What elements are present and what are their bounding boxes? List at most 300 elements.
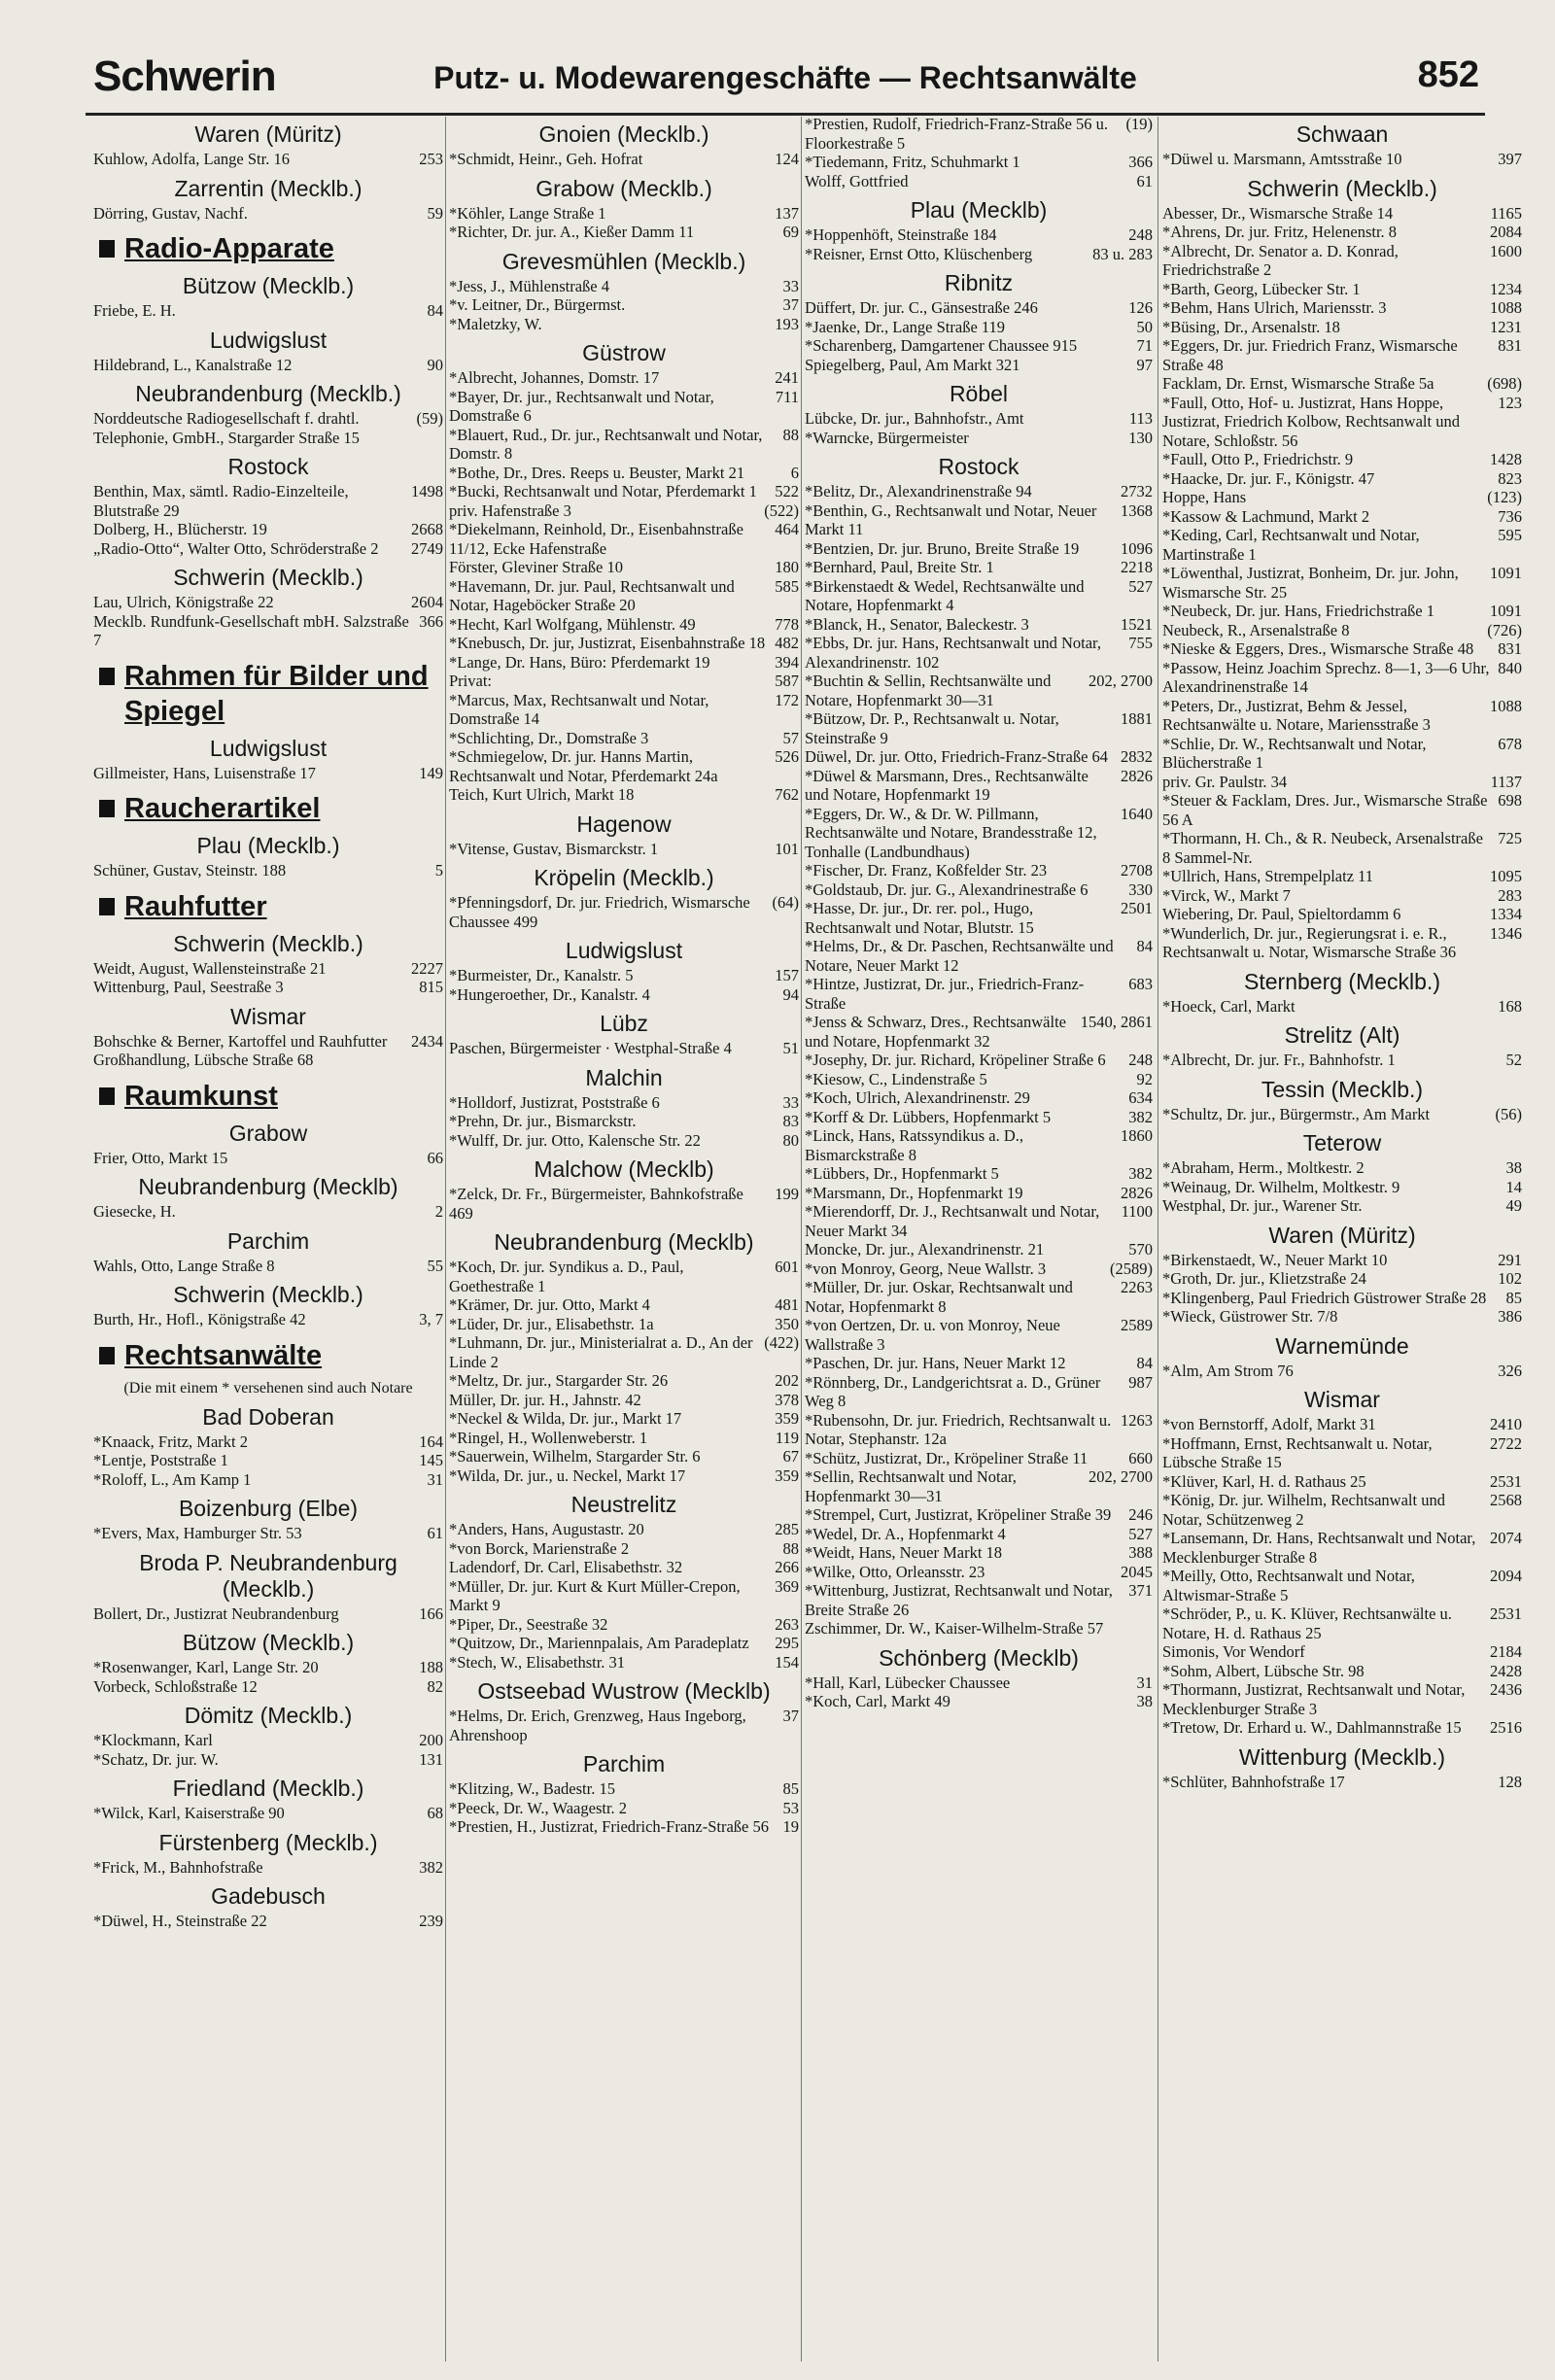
- directory-entry: [805, 1278, 1153, 1316]
- entry-phone-number: 1540, 2861: [1080, 1013, 1153, 1031]
- entry-phone-number: 388: [1128, 1543, 1153, 1562]
- directory-entry: [805, 1070, 1153, 1089]
- directory-entry: [1162, 735, 1522, 773]
- entry-name: *Müller, Dr. jur. Kurt & Kurt Müller-Crepon, Markt 9: [449, 1576, 741, 1614]
- entry-name: Lübcke, Dr. jur., Bahnhofstr., Amt: [805, 409, 1024, 428]
- directory-entry: [449, 1429, 799, 1448]
- entry-name: *Faull, Otto, Hof- u. Justizrat, Hans Hoppe, Justizrat, Friedrich Kolbow, Rechtsanwalt und Notare, Schloßstr. 56: [1162, 393, 1460, 450]
- entry-phone-number: 1334: [1490, 905, 1522, 923]
- directory-entry: [805, 501, 1153, 539]
- entry-name: Privat:: [449, 672, 492, 690]
- entry-phone-number: 2749: [411, 538, 443, 558]
- entry-phone-number: 1100: [1121, 1202, 1153, 1221]
- entry-phone-number: 202, 2700: [1088, 672, 1153, 690]
- entry-name: *Rönnberg, Dr., Landgerichtsrat a. D., Grüner Weg 8: [805, 1372, 1101, 1410]
- city-heading: Rostock: [938, 454, 1019, 479]
- entry-phone-number: 2826: [1121, 1183, 1153, 1202]
- city-heading: Zarrentin (Mecklb.): [174, 175, 363, 201]
- directory-entry: [805, 861, 1153, 880]
- category-square-icon: [99, 1347, 115, 1364]
- entry-phone-number: 71: [1136, 336, 1153, 355]
- entry-phone-number: 1600: [1490, 241, 1522, 260]
- entry-phone-number: 123: [1498, 393, 1522, 412]
- directory-entry: [93, 1604, 443, 1624]
- category-heading: [93, 231, 443, 266]
- category-square-icon: [99, 898, 115, 915]
- entry-phone-number: 386: [1498, 1307, 1522, 1326]
- category-label: Rechtsanwälte: [124, 1339, 323, 1371]
- city-heading: Kröpelin (Mecklb.): [534, 865, 714, 890]
- directory-column-1: [93, 115, 443, 2367]
- entry-phone-number: 67: [782, 1447, 799, 1466]
- entry-phone-number: 266: [775, 1558, 799, 1576]
- directory-entry: [449, 1615, 799, 1635]
- entry-phone-number: 200: [419, 1731, 443, 1749]
- entry-name: *Schlüter, Bahnhofstraße 17: [1162, 1772, 1345, 1791]
- entry-phone-number: 683: [1128, 975, 1153, 993]
- entry-name: *Hintze, Justizrat, Dr. jur., Friedrich-Franz-Straße: [805, 975, 1085, 1013]
- city-heading: Strelitz (Alt): [1284, 1022, 1400, 1048]
- entry-name: *Buchtin & Sellin, Rechtsanwälte und Notare, Hopfenmarkt 30—31: [805, 672, 1052, 709]
- city-heading: Schwerin (Mecklb.): [1247, 175, 1437, 201]
- directory-entry: [1162, 394, 1522, 451]
- entry-phone-number: 84: [1136, 1354, 1153, 1372]
- city-heading: Parchim: [226, 1227, 310, 1254]
- entry-name: *Faull, Otto P., Friedrichstr. 9: [1162, 450, 1354, 468]
- directory-entry: [93, 861, 443, 880]
- entry-name: Weidt, August, Wallensteinstraße 21: [93, 958, 327, 978]
- directory-column-2: [449, 115, 799, 2367]
- entry-phone-number: 378: [775, 1390, 799, 1409]
- entry-phone-number: 239: [419, 1912, 443, 1930]
- entry-phone-number: 823: [1498, 468, 1522, 488]
- entry-phone-number: 51: [782, 1039, 799, 1057]
- entry-name: priv. Gr. Paulstr. 34: [1162, 772, 1288, 791]
- city-heading: Wittenburg (Mecklb.): [1238, 1743, 1446, 1770]
- city-heading: Güstrow: [582, 340, 666, 365]
- entry-name: Wiebering, Dr. Paul, Spieltordamm 6: [1162, 905, 1401, 923]
- entry-phone-number: 2531: [1490, 1471, 1522, 1491]
- entry-phone-number: 815: [419, 978, 443, 996]
- directory-entry: [805, 1259, 1153, 1279]
- entry-name: Ladendorf, Dr. Carl, Elisabethstr. 32: [449, 1558, 683, 1576]
- directory-entry: [1162, 374, 1522, 394]
- directory-entry: [805, 615, 1153, 635]
- entry-phone-number: 128: [1498, 1772, 1522, 1791]
- entry-name: *Prestien, H., Justizrat, Friedrich-Franz-Straße 56: [449, 1817, 770, 1836]
- directory-entry: [93, 1858, 443, 1878]
- entry-phone-number: 33: [782, 1092, 799, 1112]
- entry-name: *Peeck, Dr. W., Waagestr. 2: [449, 1798, 628, 1817]
- entry-name: *Haacke, Dr. jur. F., Königstr. 47: [1162, 468, 1375, 488]
- entry-name: *Holldorf, Justizrat, Poststraße 6: [449, 1092, 660, 1112]
- running-head-title: Putz- u. Modewarengeschäfte — Rechtsanwälte: [433, 60, 1137, 95]
- entry-phone-number: 2410: [1490, 1415, 1522, 1433]
- entry-name: *Hoffmann, Ernst, Rechtsanwalt u. Notar, Lübsche Straße 15: [1162, 1433, 1433, 1471]
- directory-entry: [449, 1779, 799, 1799]
- entry-phone-number: 711: [775, 387, 799, 406]
- directory-entry: [805, 115, 1153, 153]
- entry-phone-number: 5: [434, 861, 443, 880]
- directory-entry: [93, 1032, 443, 1070]
- directory-entry: [449, 1447, 799, 1466]
- city-heading: Schwerin (Mecklb.): [173, 1282, 363, 1307]
- category-label: Raumkunst: [124, 1080, 278, 1112]
- directory-entry: [1162, 1178, 1522, 1197]
- directory-entry: [93, 482, 443, 520]
- entry-phone-number: 595: [1498, 526, 1522, 544]
- directory-entry: [449, 966, 799, 985]
- entry-phone-number: 291: [1498, 1250, 1522, 1269]
- entry-phone-number: 2531: [1490, 1604, 1522, 1623]
- entry-phone-number: 53: [782, 1798, 799, 1817]
- entry-phone-number: 83: [782, 1112, 799, 1130]
- entry-name: *Scharenberg, Damgartener Chaussee 915: [805, 336, 1078, 355]
- entry-name: *Hoppenhöft, Steinstraße 184: [805, 225, 997, 244]
- directory-entry: [805, 336, 1153, 356]
- entry-phone-number: 246: [1128, 1505, 1153, 1524]
- directory-entry: [1162, 280, 1522, 299]
- entry-phone-number: 678: [1498, 734, 1522, 753]
- directory-entry: [449, 747, 799, 785]
- directory-entry: [1162, 1529, 1522, 1567]
- entry-phone-number: 2732: [1121, 482, 1153, 500]
- entry-name: *Hecht, Karl Wolfgang, Mühlenstr. 49: [449, 614, 696, 634]
- entry-name: Hoppe, Hans: [1162, 488, 1247, 506]
- directory-entry: [805, 1449, 1153, 1468]
- entry-name: *Wilck, Karl, Kaiserstraße 90: [93, 1804, 285, 1822]
- entry-phone-number: (422): [764, 1333, 799, 1352]
- entry-phone-number: 188: [419, 1658, 443, 1676]
- directory-entry: [93, 1524, 443, 1543]
- entry-phone-number: 59: [427, 203, 443, 223]
- city-heading: Ludwigslust: [209, 327, 328, 353]
- entry-phone-number: 37: [782, 1707, 799, 1725]
- directory-entry: [449, 388, 799, 426]
- entry-name: *Koch, Ulrich, Alexandrinenstr. 29: [805, 1088, 1030, 1107]
- category-heading: [93, 1079, 443, 1114]
- entry-phone-number: 725: [1498, 829, 1522, 847]
- entry-name: *Belitz, Dr., Alexandrinenstraße 94: [805, 482, 1032, 500]
- city-heading: Schönberg (Mecklb): [879, 1644, 1079, 1671]
- directory-entry: [805, 1088, 1153, 1108]
- entry-name: Förster, Gleviner Straße 10: [449, 558, 623, 576]
- directory-entry: [1162, 1604, 1522, 1642]
- entry-name: *Müller, Dr. jur. Oskar, Rechtsanwalt und Notar, Hopfenmarkt 8: [805, 1278, 1073, 1316]
- directory-entry: [1162, 639, 1522, 659]
- directory-entry: [805, 767, 1153, 805]
- entry-name: Kuhlow, Adolfa, Lange Str. 16: [93, 150, 290, 168]
- category-square-icon: [99, 668, 115, 685]
- entry-phone-number: (2589): [1110, 1259, 1153, 1278]
- directory-entry: [93, 612, 443, 650]
- entry-name: Neubeck, R., Arsenalstraße 8: [1162, 620, 1350, 639]
- entry-phone-number: 55: [427, 1256, 443, 1275]
- directory-entry: [449, 1577, 799, 1615]
- directory-entry: [805, 899, 1153, 937]
- city-heading: Ludwigslust: [209, 735, 328, 761]
- entry-phone-number: 778: [775, 614, 799, 634]
- entry-phone-number: 481: [775, 1295, 799, 1314]
- entry-name: *Lüder, Dr. jur., Elisabethstr. 1a: [449, 1314, 654, 1333]
- directory-entry: [93, 1470, 443, 1490]
- entry-phone-number: 80: [782, 1130, 799, 1150]
- directory-entry: [93, 1257, 443, 1276]
- entry-phone-number: 2263: [1121, 1278, 1153, 1296]
- directory-entry: [449, 1315, 799, 1334]
- city-heading: Bad Doberan: [202, 1403, 334, 1430]
- entry-name: *Bernhard, Paul, Breite Str. 1: [805, 558, 994, 576]
- directory-entry: [93, 978, 443, 997]
- entry-name: *Bützow, Dr. P., Rechtsanwalt u. Notar, Steinstraße 9: [805, 709, 1059, 747]
- entry-name: *Diekelmann, Reinhold, Dr., Eisenbahnstraße 11/12, Ecke Hafenstraße: [449, 520, 743, 558]
- entry-phone-number: 2428: [1490, 1661, 1522, 1680]
- entry-name: *Wedel, Dr. A., Hopfenmarkt 4: [805, 1524, 1006, 1543]
- entry-name: *Warncke, Bürgermeister: [805, 428, 969, 447]
- entry-name: *Wieck, Güstrower Str. 7/8: [1162, 1307, 1338, 1326]
- directory-entry: [805, 1240, 1153, 1259]
- entry-phone-number: 397: [1498, 150, 1522, 168]
- entry-phone-number: 2501: [1121, 899, 1153, 917]
- entry-phone-number: (698): [1487, 374, 1522, 393]
- entry-name: *Quitzow, Dr., Mariennpalais, Am Paradeplatz: [449, 1634, 749, 1652]
- directory-entry: [805, 225, 1153, 245]
- directory-entry: [805, 1581, 1153, 1619]
- directory-entry: [449, 634, 799, 653]
- directory-entry: [1162, 526, 1522, 564]
- entry-name: *Düwel & Marsmann, Dres., Rechtsanwälte und Notare, Hopfenmarkt 19: [805, 766, 1088, 804]
- directory-entry: [93, 593, 443, 612]
- directory-entry: [1162, 602, 1522, 621]
- directory-entry: [93, 1432, 443, 1452]
- directory-entry: [805, 1411, 1153, 1449]
- directory-entry: [805, 172, 1153, 191]
- city-heading: Warnemünde: [1275, 1332, 1409, 1359]
- directory-entry: [805, 1202, 1153, 1240]
- entry-phone-number: 1137: [1490, 772, 1522, 791]
- entry-name: *Goldstaub, Dr. jur. G., Alexandrinestraße 6: [805, 880, 1088, 899]
- entry-phone-number: 1096: [1121, 538, 1153, 558]
- entry-phone-number: 350: [775, 1314, 799, 1333]
- entry-phone-number: 2589: [1121, 1316, 1153, 1334]
- directory-entry: [449, 426, 799, 464]
- entry-name: *Zelck, Dr. Fr., Bürgermeister, Bahnkofstraße 469: [449, 1185, 743, 1223]
- entry-phone-number: 113: [1128, 409, 1153, 428]
- directory-entry: [449, 1333, 799, 1371]
- entry-phone-number: 2832: [1121, 747, 1153, 766]
- entry-name: *Blanck, H., Senator, Baleckestr. 3: [805, 614, 1029, 634]
- entry-name: *Korff & Dr. Lübbers, Hopfenmarkt 5: [805, 1107, 1052, 1126]
- directory-entry: [1162, 1307, 1522, 1327]
- directory-entry: [805, 409, 1153, 429]
- directory-entry: [93, 520, 443, 539]
- entry-name: Bohschke & Berner, Kartoffel und Rauhfutter Großhandlung, Lübsche Straße 68: [93, 1031, 388, 1069]
- entry-name: *Prestien, Rudolf, Friedrich-Franz-Straße 56 u. Floorkestraße 5: [805, 115, 1109, 153]
- entry-phone-number: 698: [1498, 791, 1522, 810]
- entry-phone-number: 145: [419, 1451, 443, 1469]
- entry-phone-number: 164: [419, 1431, 443, 1451]
- entry-name: *Prehn, Dr. jur., Bismarckstr.: [449, 1112, 637, 1130]
- directory-entry: [449, 501, 799, 521]
- directory-entry: [805, 805, 1153, 862]
- entry-name: *Sauerwein, Wilhelm, Stargarder Str. 6: [449, 1447, 701, 1466]
- directory-entry: [93, 301, 443, 321]
- directory-entry: [449, 672, 799, 691]
- city-heading: Waren (Müritz): [194, 121, 342, 147]
- entry-name: *Neckel & Wilda, Dr. jur., Markt 17: [449, 1409, 682, 1428]
- city-heading: Ostseebad Wustrow (Mecklb): [477, 1678, 771, 1704]
- entry-phone-number: 6: [790, 463, 799, 482]
- entry-phone-number: 1091: [1490, 602, 1522, 620]
- entry-name: *Hasse, Dr. jur., Dr. rer. pol., Hugo, Rechtsanwalt und Notar, Blutstr. 15: [805, 899, 1034, 937]
- directory-entry: [1162, 1773, 1522, 1792]
- directory-entry: [449, 1295, 799, 1315]
- entry-phone-number: 482: [775, 634, 799, 652]
- entry-phone-number: 2722: [1490, 1433, 1522, 1453]
- directory-entry: [449, 1391, 799, 1410]
- section-note: (Die mit einem * versehenen sind auch Notare: [123, 1379, 413, 1397]
- entry-phone-number: 37: [782, 295, 799, 314]
- directory-entry: [93, 409, 443, 447]
- entry-phone-number: 69: [782, 223, 799, 241]
- entry-phone-number: 2708: [1121, 861, 1153, 880]
- city-heading: Röbel: [949, 381, 1009, 406]
- entry-name: *Albrecht, Dr. Senator a. D. Konrad, Friedrichstraße 2: [1162, 241, 1399, 279]
- column-divider: [801, 117, 802, 2362]
- entry-name: *Düwel, H., Steinstraße 22: [93, 1912, 267, 1930]
- entry-phone-number: 101: [775, 839, 799, 858]
- directory-entry: [1162, 1472, 1522, 1492]
- directory-entry: [449, 520, 799, 558]
- entry-phone-number: 253: [419, 150, 443, 168]
- entry-phone-number: 1234: [1490, 279, 1522, 298]
- directory-entry: [805, 1164, 1153, 1184]
- entry-name: *Ebbs, Dr. jur. Hans, Rechtsanwalt und Notar, Alexandrinenstr. 102: [805, 634, 1102, 672]
- entry-phone-number: 88: [782, 425, 799, 444]
- directory-entry: [1162, 1491, 1522, 1529]
- entry-phone-number: 2227: [411, 958, 443, 978]
- city-heading: Hagenow: [576, 811, 672, 837]
- entry-phone-number: 94: [782, 984, 799, 1004]
- entry-phone-number: 2184: [1490, 1642, 1522, 1661]
- entry-name: *Schütz, Justizrat, Dr., Kröpeliner Straße 11: [805, 1448, 1088, 1467]
- city-heading: Rostock: [227, 454, 309, 479]
- entry-phone-number: 382: [1128, 1164, 1153, 1183]
- directory-entry: [1162, 450, 1522, 469]
- directory-entry: [1162, 867, 1522, 886]
- entry-name: Gillmeister, Hans, Luisenstraße 17: [93, 763, 316, 782]
- entry-name: Mecklb. Rundfunk-Gesellschaft mbH. Salzstraße 7: [93, 611, 409, 649]
- entry-phone-number: 154: [775, 1652, 799, 1672]
- entry-name: Facklam, Dr. Ernst, Wismarsche Straße 5a: [1162, 374, 1434, 393]
- entry-phone-number: 82: [427, 1676, 443, 1696]
- entry-name: *Paschen, Dr. jur. Hans, Neuer Markt 12: [805, 1354, 1066, 1372]
- directory-entry: [449, 464, 799, 483]
- entry-phone-number: 366: [419, 611, 443, 631]
- directory-entry: [805, 747, 1153, 767]
- directory-entry: [449, 295, 799, 315]
- directory-entry: [449, 1466, 799, 1486]
- entry-name: *Luhmann, Dr. jur., Ministerialrat a. D., An der Linde 2: [449, 1333, 753, 1371]
- directory-entry: [93, 764, 443, 783]
- entry-phone-number: 149: [419, 763, 443, 782]
- entry-phone-number: 131: [419, 1749, 443, 1769]
- directory-entry: [805, 937, 1153, 975]
- entry-name: *Meilly, Otto, Rechtsanwalt und Notar, Altwismar-Straße 5: [1162, 1567, 1415, 1604]
- directory-entry: [805, 1525, 1153, 1544]
- directory-entry: [449, 1039, 799, 1058]
- entry-phone-number: (56): [1495, 1104, 1522, 1123]
- entry-name: *König, Dr. jur. Wilhelm, Rechtsanwalt und Notar, Schützenweg 2: [1162, 1491, 1445, 1529]
- entry-name: *Alm, Am Strom 76: [1162, 1361, 1294, 1380]
- directory-entry: [93, 1804, 443, 1823]
- entry-phone-number: 1368: [1121, 500, 1153, 520]
- entry-phone-number: 587: [775, 672, 799, 690]
- directory-entry: [805, 482, 1153, 501]
- entry-phone-number: 526: [775, 747, 799, 766]
- directory-entry: [805, 539, 1153, 559]
- entry-name: *Rubensohn, Dr. jur. Friedrich, Rechtsanwalt u. Notar, Stephanstr. 12a: [805, 1410, 1112, 1448]
- entry-name: *Krämer, Dr. jur. Otto, Markt 4: [449, 1295, 650, 1314]
- directory-entry: [1162, 150, 1522, 169]
- entry-phone-number: (522): [764, 500, 799, 520]
- entry-name: *Bothe, Dr., Dres. Reeps u. Beuster, Markt 21: [449, 463, 745, 482]
- entry-phone-number: 172: [775, 690, 799, 709]
- city-heading: Sternberg (Mecklb.): [1244, 968, 1440, 994]
- entry-phone-number: 52: [1505, 1051, 1522, 1069]
- entry-name: *Behm, Hans Ulrich, Mariensstr. 3: [1162, 298, 1387, 317]
- entry-phone-number: 382: [419, 1857, 443, 1877]
- entry-phone-number: (64): [772, 893, 799, 912]
- entry-name: *Ullrich, Hans, Strempelplatz 11: [1162, 867, 1374, 885]
- entry-phone-number: (726): [1487, 620, 1522, 639]
- entry-phone-number: 570: [1128, 1240, 1153, 1259]
- entry-name: *Weidt, Hans, Neuer Markt 18: [805, 1543, 1003, 1562]
- directory-entry: [93, 204, 443, 224]
- directory-entry: [449, 1520, 799, 1539]
- city-heading: Malchin: [585, 1064, 663, 1090]
- entry-phone-number: 199: [775, 1185, 799, 1203]
- directory-entry: [1162, 886, 1522, 906]
- entry-phone-number: 57: [782, 728, 799, 747]
- entry-name: *Wilda, Dr. jur., u. Neckel, Markt 17: [449, 1466, 686, 1485]
- entry-phone-number: 359: [775, 1466, 799, 1485]
- entry-phone-number: 248: [1128, 225, 1153, 244]
- directory-entry: [93, 150, 443, 169]
- entry-phone-number: 83 u. 283: [1092, 244, 1153, 263]
- directory-entry: [1162, 773, 1522, 792]
- entry-phone-number: 285: [775, 1520, 799, 1538]
- entry-name: Vorbeck, Schloßstraße 12: [93, 1676, 258, 1696]
- directory-entry: [805, 429, 1153, 448]
- entry-name: *von Borck, Marienstraße 2: [449, 1538, 630, 1558]
- entry-name: *Wittenburg, Justizrat, Rechtsanwalt und Notar, Breite Straße 26: [805, 1581, 1113, 1619]
- entry-name: *Thormann, Justizrat, Rechtsanwalt und Notar, Mecklenburger Straße 3: [1162, 1680, 1466, 1718]
- entry-name: *Kiesow, C., Lindenstraße 5: [805, 1069, 987, 1088]
- entry-phone-number: 1860: [1121, 1126, 1153, 1145]
- directory-entry: [1162, 697, 1522, 735]
- entry-phone-number: 2826: [1121, 766, 1153, 785]
- directory-entry: [1162, 318, 1522, 337]
- entry-phone-number: 97: [1136, 355, 1153, 374]
- entry-phone-number: 2434: [411, 1031, 443, 1051]
- entry-name: Wolff, Gottfried: [805, 171, 909, 190]
- entry-name: Teich, Kurt Ulrich, Markt 18: [449, 785, 635, 804]
- entry-phone-number: 31: [427, 1469, 443, 1489]
- entry-name: *Schatz, Dr. jur. W.: [93, 1749, 219, 1769]
- entry-name: *Neubeck, Dr. jur. Hans, Friedrichstraße 1: [1162, 602, 1434, 620]
- directory-entry: [93, 1658, 443, 1677]
